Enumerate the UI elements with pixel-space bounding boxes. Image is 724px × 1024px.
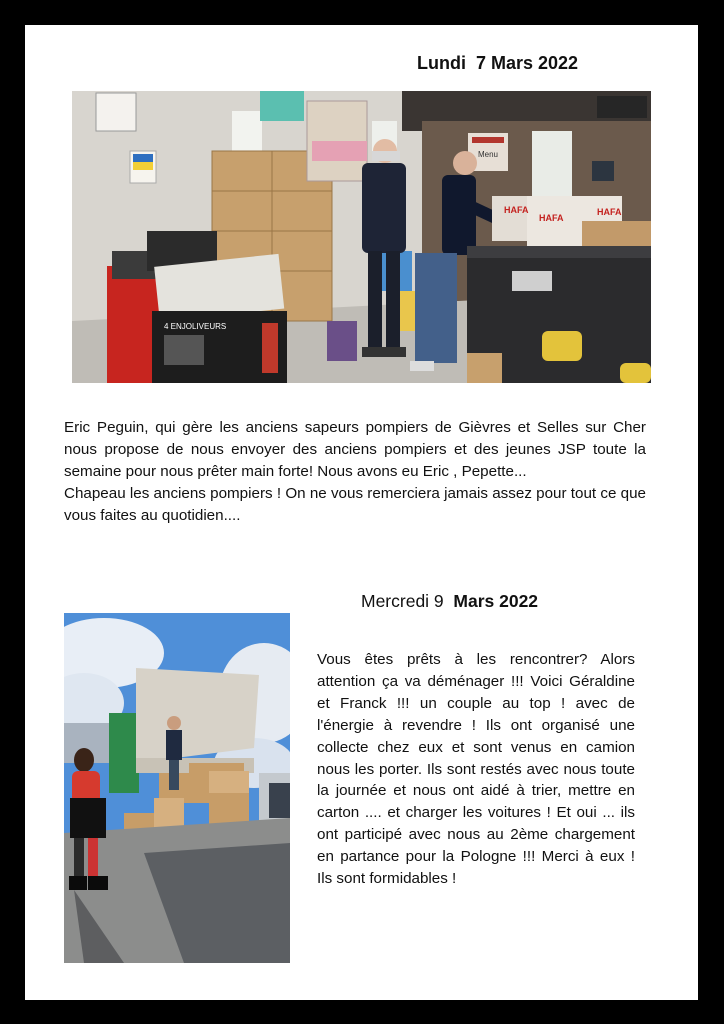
wall-sign-text: Menu: [477, 150, 499, 159]
brand2-text: HAFA: [539, 213, 564, 223]
entry2-date-bold: Mars 2022: [448, 591, 539, 611]
entry2-date-prefix: Mercredi 9: [361, 591, 449, 611]
truck-unloading-photo: [64, 613, 290, 963]
entry1-date: Lundi 7 Mars 2022: [417, 53, 579, 73]
entry2-date: [361, 591, 538, 612]
entry2-text: Vous êtes prêts à les rencontrer? Alors attention ça va déménager !!! Voici Géraldine et Franck !!! un couple au top ! avec de l'énergie à revendre ! Ils ont organisé une collecte chez eux et sont venus en camion nous les porter. Ils sont restés avec nous toute la journée et nous ont aidé à trier, mettre en carton .... et charger les voitures ! Et oui ... ils ont participé avec nous au 2ème chargement en partance pour la Pologne !!! Merci à eux ! Ils sont formidables !: [317, 651, 635, 888]
newsletter-page: [25, 25, 698, 1000]
box-label-text: 4 ENJOLIVEURS: [164, 322, 227, 331]
warehouse-photo: [72, 91, 651, 383]
entry1-paragraph: Eric Peguin, qui gère les anciens sapeurs pompiers de Gièvres et Selles sur Cher nous propose de nous envoyer des anciens pompiers et des jeunes JSP toute la semaine pour nous prêter main forte! Nous avons eu Eric , Pepette...: [64, 419, 646, 480]
entry1-text: [64, 417, 646, 527]
brand1-text: HAFA: [504, 205, 529, 215]
brand3-text: HAFA: [597, 207, 622, 217]
entry1-paragraph: Chapeau les anciens pompiers ! On ne vous remerciera jamais assez pour tout ce que vous faites au quotidien....: [64, 485, 646, 524]
